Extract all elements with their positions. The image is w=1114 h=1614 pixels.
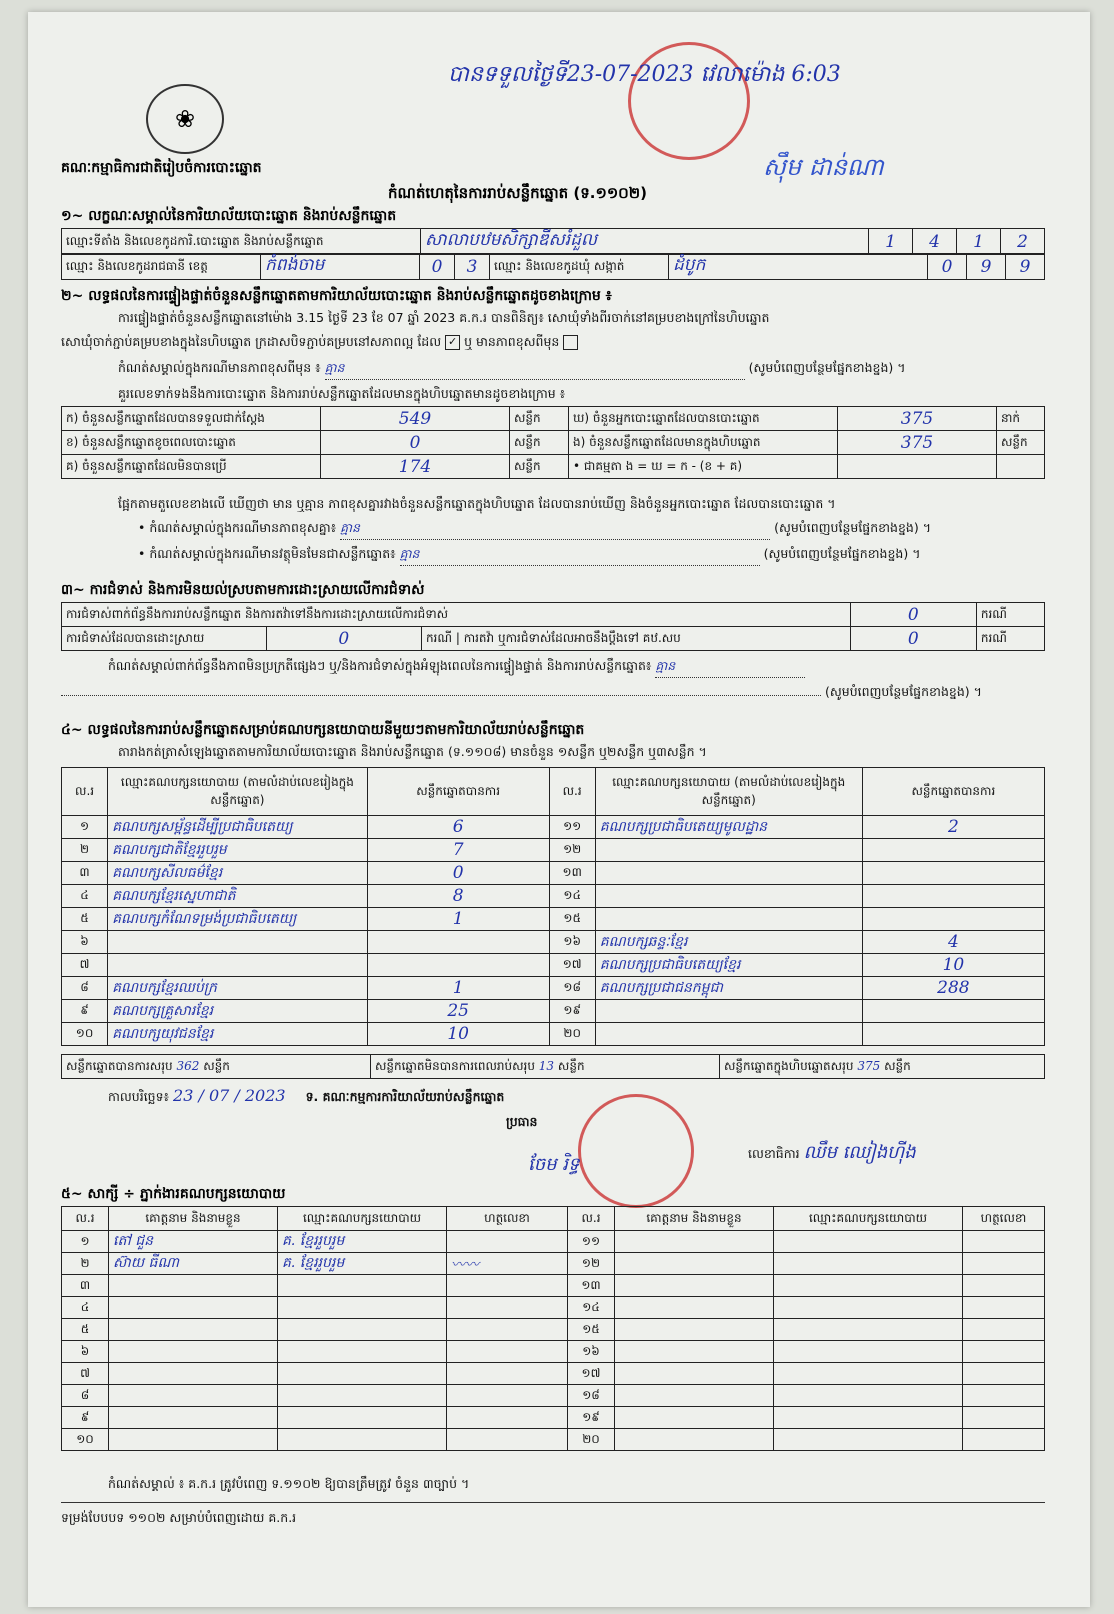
party-name xyxy=(595,1000,862,1023)
total-valid-label: សន្លឹកឆ្នោតបានការសរុប xyxy=(66,1058,173,1073)
party-votes: 4 xyxy=(862,931,1044,954)
witness-party: គ. ខ្មែររួបរួម xyxy=(278,1253,447,1275)
note3-value: គ្មាន xyxy=(400,546,760,566)
party-votes: 8 xyxy=(367,885,549,908)
witness-party xyxy=(774,1319,963,1341)
section2-line2 xyxy=(61,334,578,353)
ballot-value2 xyxy=(838,455,997,479)
date-label: កាលបរិច្ឆេទ៖ xyxy=(108,1089,170,1104)
witness-row xyxy=(62,1429,1045,1451)
row-no: ៨ xyxy=(62,977,108,1000)
section2-line1: ការផ្ទៀងផ្ទាត់ចំនួនសន្លឹកឆ្នោតនៅម៉ោង 3.15 ថ្ងៃទី 23 ខែ 07 ឆ្នាំ 2023 គ.ក.រ បានពិនិត្យ៖ សោឃុំទាំងពីរចាក់នៅគម្របខាងក្រៅនៃហិបឆ្នោត xyxy=(118,310,770,325)
row-no: ៦ xyxy=(62,1341,109,1363)
party-votes xyxy=(862,1023,1044,1046)
section3-note-value: គ្មាន xyxy=(655,658,805,678)
ballot-value: 549 xyxy=(321,407,510,431)
party-votes xyxy=(862,1000,1044,1023)
witness-name xyxy=(615,1407,774,1429)
row-no: ១៨ xyxy=(549,977,595,1000)
party-name: គណបក្សជាតិខ្មែររួបរួម xyxy=(108,839,368,862)
witness-row xyxy=(62,1385,1045,1407)
result-row xyxy=(62,954,1045,977)
result-row xyxy=(62,839,1045,862)
result-row xyxy=(62,931,1045,954)
commune-label: ឈ្មោះ និងលេខកូដឃុំ សង្កាត់ xyxy=(490,254,669,280)
objection-row2b-label: ករណី | ការតវ៉ា ឬការជំទាស់ដែលអាចនឹងប្តឹងទៅ គឋ.សប xyxy=(421,627,850,651)
unit-label: សន្លឹក xyxy=(203,1058,230,1073)
received-note: បានទទួលថ្ងៃទី23-07-2023 វេលាម៉ោង 6:03 xyxy=(448,62,841,87)
row-no: ១៧ xyxy=(568,1363,615,1385)
witness-signature xyxy=(963,1275,1045,1297)
col-sign: ហត្ថលេខា xyxy=(963,1207,1045,1231)
ballot-unit: សន្លឹក xyxy=(510,455,569,479)
objection-row1-label: ការជំទាស់ពាក់ព័ន្ធនឹងការរាប់សន្លឹកឆ្នោត និងការតវ៉ាទៅនឹងការដោះស្រាយលើការជំទាស់ xyxy=(62,603,851,627)
witness-name xyxy=(109,1385,278,1407)
witness-name xyxy=(109,1429,278,1451)
objection-table xyxy=(61,602,1045,651)
section2-after-check: ផ្អែកតាមតួលេខខាងលើ ឃើញថា មាន ឬគ្មាន ភាពខុសគ្នារវាងចំនួនសន្លឹកឆ្នោតក្នុងហិបឆ្នោត ដែលបានរាប់ឃើញ និងចំនួនអ្នកបោះឆ្នោត ដែលបានបោះឆ្នោត ។ xyxy=(118,496,836,511)
results-table xyxy=(61,767,1045,1046)
row-no: ១១ xyxy=(568,1231,615,1253)
witness-signature xyxy=(963,1385,1045,1407)
party-name xyxy=(595,908,862,931)
witness-signature xyxy=(447,1231,568,1253)
province-table xyxy=(61,253,1045,280)
row-no: ២០ xyxy=(568,1429,615,1451)
party-name xyxy=(108,931,368,954)
party-votes: 1 xyxy=(367,977,549,1000)
witness-party xyxy=(278,1275,447,1297)
row-no: ៧ xyxy=(62,1363,109,1385)
ballot-unit: សន្លឹក xyxy=(510,431,569,455)
section5-heading: ៥~ សាក្សី ÷ ភ្នាក់ងារគណបក្សនយោបាយ xyxy=(61,1186,286,1202)
witness-signature xyxy=(963,1253,1045,1275)
party-name: គណបក្សប្រជាធិបតេយ្យខ្មែរ xyxy=(595,954,862,977)
row-no: ៤ xyxy=(62,1297,109,1319)
party-name: គណបក្សខ្មែរឈប់ក្រ xyxy=(108,977,368,1000)
party-votes xyxy=(862,862,1044,885)
result-row xyxy=(62,816,1045,839)
row-no: ១៧ xyxy=(549,954,595,977)
row-no: ១១ xyxy=(549,816,595,839)
station-name: សាលាបឋមសិក្សាឌីសរំដួល xyxy=(421,229,869,255)
witness-party xyxy=(278,1385,447,1407)
unit-label: ករណី xyxy=(425,630,453,645)
witness-signature xyxy=(447,1363,568,1385)
ballot-label: ខ) ចំនួនសន្លឹកឆ្នោតខូចពេលបោះឆ្នោត xyxy=(62,431,321,455)
witness-signature xyxy=(447,1385,568,1407)
row-no: ១៥ xyxy=(568,1319,615,1341)
secretary xyxy=(748,1140,916,1167)
row-no: ១២ xyxy=(568,1253,615,1275)
unit-label: សន្លឹក xyxy=(884,1058,911,1073)
ballot-label2: • ជាគម្មតា ង = ឃ = ក - (ខ + គ) xyxy=(569,455,838,479)
province-label: ឈ្មោះ និងលេខកូដរាជធានី ខេត្ត xyxy=(62,254,261,280)
party-votes: 10 xyxy=(367,1023,549,1046)
date-value: 23 / 07 / 2023 xyxy=(173,1086,286,1105)
row-no: ១៦ xyxy=(568,1341,615,1363)
witness-signature xyxy=(447,1275,568,1297)
party-name: គណបក្សប្រជាជនកម្ពុជា xyxy=(595,977,862,1000)
witness-signature xyxy=(963,1363,1045,1385)
section2-intro: គួរលេខទាក់ទងនឹងការបោះឆ្នោត និងការរាប់សន្លឹកឆ្នោតដែលមានក្នុងហិបឆ្នោតមានដូចខាងក្រោម ៖ xyxy=(118,386,566,401)
note2-value: គ្មាន xyxy=(340,520,770,540)
party-name: គណបក្សឆន្ទៈខ្មែរ xyxy=(595,931,862,954)
result-row xyxy=(62,862,1045,885)
secretary-name: ឈឹម ឈៀងហ៊ីង xyxy=(803,1142,916,1163)
witness-name xyxy=(109,1341,278,1363)
total-valid-value: 362 xyxy=(176,1058,200,1073)
station-code-digit: 4 xyxy=(913,229,957,255)
totals-table xyxy=(61,1054,1045,1079)
witness-name xyxy=(615,1341,774,1363)
party-name xyxy=(595,862,862,885)
witness-signature xyxy=(963,1319,1045,1341)
row-no: ១ xyxy=(62,1231,109,1253)
committee-seal-stamp xyxy=(578,1094,694,1208)
unit-label: ករណី xyxy=(976,627,1044,651)
party-name: គណបក្សយុវជនខ្មែរ xyxy=(108,1023,368,1046)
row-no: ១៣ xyxy=(568,1275,615,1297)
note3-label: • កំណត់សម្គាល់ក្នុងករណីមានវត្ថុមិនមែនជាសន្លឹកឆ្នោត៖ xyxy=(138,546,396,561)
objection-row2-value: 0 xyxy=(266,627,421,651)
ballot-unit: សន្លឹក xyxy=(510,407,569,431)
witness-party xyxy=(278,1341,447,1363)
row-no: ៦ xyxy=(62,931,108,954)
seal-ok-checkbox[interactable]: ✓ xyxy=(445,335,460,350)
commune-code-digit: 0 xyxy=(928,254,967,280)
party-name xyxy=(108,954,368,977)
party-votes: 7 xyxy=(367,839,549,862)
station-code-digit: 2 xyxy=(1001,229,1045,255)
row-no: ១២ xyxy=(549,839,595,862)
section2-line2-text: សោឃុំចាក់ភ្ជាប់គម្របខាងក្នុងនៃហិបឆ្នោត ក្រដាសបិទភ្ជាប់គម្របនៅសភាពល្អ ដែល xyxy=(61,334,442,349)
objection-row2b-text: ការតវ៉ា ឬការជំទាស់ដែលអាចនឹងប្តឹងទៅ គឋ.សប xyxy=(463,630,681,645)
org-name: គណៈកម្មាធិការជាតិរៀបចំការបោះឆ្នោត xyxy=(61,160,262,176)
chair-name: ចែម រិទ្ធ xyxy=(528,1154,580,1175)
party-votes: 6 xyxy=(367,816,549,839)
col-sign: ហត្ថលេខា xyxy=(447,1207,568,1231)
witness-name xyxy=(615,1319,774,1341)
form-title: កំណត់ហេតុនៃការរាប់សន្លឹកឆ្នោត (ទ.១១០២) xyxy=(388,184,648,202)
secretary-label: លេខាធិការ xyxy=(748,1146,800,1161)
row-no: ៩ xyxy=(62,1407,109,1429)
row-no: ១៥ xyxy=(549,908,595,931)
party-votes xyxy=(367,954,549,977)
ballot-value2: 375 xyxy=(838,431,997,455)
station-code-digit: 1 xyxy=(957,229,1001,255)
witness-party xyxy=(278,1363,447,1385)
witness-party xyxy=(774,1341,963,1363)
row-no: ១០ xyxy=(62,1023,108,1046)
witness-party xyxy=(774,1297,963,1319)
note-value: គ្មាន xyxy=(325,360,745,380)
col-no: ល.រ xyxy=(568,1207,615,1231)
witness-signature xyxy=(963,1231,1045,1253)
witness-row xyxy=(62,1231,1045,1253)
witness-signature xyxy=(963,1297,1045,1319)
dotted-line xyxy=(61,695,821,696)
footer-rule xyxy=(61,1502,1045,1503)
party-votes: 25 xyxy=(367,1000,549,1023)
ballot-label: ក) ចំនួនសន្លឹកឆ្នោតដែលបានទទួលជាក់ស្តែង xyxy=(62,407,321,431)
section3-note-label: កំណត់សម្គាល់ពាក់ព័ន្ធនឹងភាពមិនប្រក្រតីផ្សេងៗ ឬ/និងការជំទាស់ក្នុងអំឡុងពេលនៃការផ្ទៀងផ្ទាត់ និងការរាប់សន្លឹកឆ្នោត៖ xyxy=(108,658,652,673)
witness-name xyxy=(109,1319,278,1341)
witness-signature xyxy=(447,1253,568,1275)
row-no: ៩ xyxy=(62,1000,108,1023)
station-label: ឈ្មោះទីតាំង និងលេខកូដការិ.បោះឆ្នោត និងរាប់សន្លឹកឆ្នោត xyxy=(62,229,421,255)
witness-party: គ. ខ្មែររួបរួម xyxy=(278,1231,447,1253)
party-name: គណបក្សកំណែទម្រង់ប្រជាធិបតេយ្យ xyxy=(108,908,368,931)
fill-hint: (សូមបំពេញបន្ថែមផ្នែកខាងខ្នង) ។ xyxy=(763,546,921,561)
unit-label: សន្លឹក xyxy=(557,1058,585,1073)
witness-party xyxy=(774,1253,963,1275)
witness-party xyxy=(278,1429,447,1451)
party-name xyxy=(595,1023,862,1046)
party-votes xyxy=(862,908,1044,931)
witness-signature xyxy=(963,1341,1045,1363)
row-no: ៣ xyxy=(62,862,108,885)
witness-party xyxy=(278,1319,447,1341)
witness-name xyxy=(109,1363,278,1385)
witness-row xyxy=(62,1341,1045,1363)
party-name: គណបក្សខ្មែរស្នេហាជាតិ xyxy=(108,885,368,908)
fill-hint: (សូមបំពេញបន្ថែមផ្នែកខាងខ្នង) ។ xyxy=(748,360,906,375)
witness-name: តៅ ជួន xyxy=(109,1231,278,1253)
province-code-digit: 0 xyxy=(420,254,455,280)
ballot-unit2: សន្លឹក xyxy=(997,431,1045,455)
col-party: ឈ្មោះគណបក្សនយោបាយ xyxy=(278,1207,447,1231)
date-line xyxy=(108,1086,504,1108)
witness-signature xyxy=(447,1341,568,1363)
station-code-digit: 1 xyxy=(869,229,913,255)
province-code-digit: 3 xyxy=(455,254,490,280)
total-box-value: 375 xyxy=(857,1058,881,1073)
witness-name xyxy=(109,1275,278,1297)
footer-text: ទម្រង់បែបបទ ១១០២ សម្រាប់បំពេញដោយ គ.ក.រ xyxy=(61,1510,297,1525)
total-valid xyxy=(62,1055,371,1079)
fill-hint: (សូមបំពេញបន្ថែមផ្នែកខាងខ្នង) ។ xyxy=(774,520,931,535)
party-votes: 0 xyxy=(367,862,549,885)
witness-party xyxy=(774,1231,963,1253)
col-no: ល.រ xyxy=(549,768,595,816)
total-box xyxy=(720,1055,1045,1079)
witness-table xyxy=(61,1206,1045,1451)
witness-name: ស៊ាយ ធីណា xyxy=(109,1253,278,1275)
row-no: ១ xyxy=(62,816,108,839)
witness-party xyxy=(774,1363,963,1385)
total-box-label: សន្លឹកឆ្នោតក្នុងហិបឆ្នោតសរុប xyxy=(724,1058,854,1073)
row-no: ២ xyxy=(62,839,108,862)
witness-name xyxy=(615,1231,774,1253)
party-name: គណបក្សគ្រួសារខ្មែរ xyxy=(108,1000,368,1023)
party-votes: 10 xyxy=(862,954,1044,977)
section5-note: កំណត់សម្គាល់ ៖ គ.ក.រ ត្រូវបំពេញ ទ.១១០២ ឱ្យបានត្រឹមត្រូវ ចំនួន ៣ច្បាប់ ។ xyxy=(108,1476,470,1491)
commune-code-digit: 9 xyxy=(967,254,1006,280)
ballot-count-table xyxy=(61,406,1045,479)
ballot-value: 0 xyxy=(321,431,510,455)
result-row xyxy=(62,977,1045,1000)
row-no: ១៦ xyxy=(549,931,595,954)
col-votes: សន្លឹកឆ្នោតបានការ xyxy=(862,768,1044,816)
total-invalid-value: 13 xyxy=(538,1058,555,1073)
signer-name: ស៊ឹម ដាន់ណា xyxy=(763,153,884,181)
witness-signature xyxy=(447,1407,568,1429)
section3-fill-line xyxy=(61,684,1045,703)
witness-signature xyxy=(447,1297,568,1319)
col-no: ល.រ xyxy=(62,1207,109,1231)
witness-name xyxy=(109,1407,278,1429)
row-no: ៨ xyxy=(62,1385,109,1407)
ballot-label2: ង) ចំនួនសន្លឹកឆ្នោតដែលមានក្នុងហិបឆ្នោត xyxy=(569,431,838,455)
party-votes: 1 xyxy=(367,908,549,931)
section2-note3 xyxy=(138,546,920,566)
witness-signature xyxy=(963,1407,1045,1429)
witness-party xyxy=(774,1429,963,1451)
row-no: ៧ xyxy=(62,954,108,977)
witness-signature xyxy=(447,1429,568,1451)
section3-heading: ៣~ ការជំទាស់ និងការមិនយល់ស្របតាមការដោះស្រាយលើការជំទាស់ xyxy=(61,582,425,598)
witness-name xyxy=(109,1297,278,1319)
witness-party xyxy=(278,1297,447,1319)
witness-party xyxy=(774,1407,963,1429)
row-no: ១៣ xyxy=(549,862,595,885)
witness-signature xyxy=(963,1429,1045,1451)
section2-note2 xyxy=(138,520,931,540)
col-party: ឈ្មោះគណបក្សនយោបាយ (តាមលំដាប់លេខរៀងក្នុងសន្លឹកឆ្នោត) xyxy=(108,768,368,816)
committee-label: ទ. គណៈកម្មការការិយាល័យរាប់សន្លឹកឆ្នោត xyxy=(305,1089,505,1104)
row-no: ១៩ xyxy=(549,1000,595,1023)
national-emblem-icon: ❀ xyxy=(146,84,224,154)
witness-party xyxy=(774,1275,963,1297)
party-votes: 288 xyxy=(862,977,1044,1000)
witness-name xyxy=(615,1275,774,1297)
ballot-value2: 375 xyxy=(838,407,997,431)
row-no: ១៨ xyxy=(568,1385,615,1407)
party-votes: 2 xyxy=(862,816,1044,839)
note-label: កំណត់សម្គាល់ក្នុងករណីមានភាពខុសពីមុន ៖ xyxy=(118,360,321,375)
row-no: ៤ xyxy=(62,885,108,908)
ballot-value: 174 xyxy=(321,455,510,479)
col-party: ឈ្មោះគណបក្សនយោបាយ xyxy=(774,1207,963,1231)
witness-signature xyxy=(447,1319,568,1341)
row-no: ៣ xyxy=(62,1275,109,1297)
station-table xyxy=(61,228,1045,255)
col-no: ល.រ xyxy=(62,768,108,816)
form-page xyxy=(28,12,1090,1607)
section2-heading: ២~ លទ្ធផលនៃការផ្ទៀងផ្ទាត់ចំនួនសន្លឹកឆ្នោតតាមការិយាល័យបោះឆ្នោត និងរាប់សន្លឹកឆ្នោតដូចខាងក្រោម ៖ xyxy=(61,288,612,304)
total-invalid xyxy=(371,1055,720,1079)
objection-row1-value: 0 xyxy=(850,603,976,627)
ballot-unit2: នាក់ xyxy=(997,407,1045,431)
witness-name xyxy=(615,1363,774,1385)
col-votes: សន្លឹកឆ្នោតបានការ xyxy=(367,768,549,816)
unit-label: ករណី xyxy=(976,603,1044,627)
witness-row xyxy=(62,1319,1045,1341)
col-name: គោត្តនាម និងនាមខ្លួន xyxy=(109,1207,278,1231)
section1-heading: ១~ លក្ខណៈសម្គាល់នៃការិយាល័យបោះឆ្នោត និងរាប់សន្លឹកឆ្នោត xyxy=(61,208,397,224)
ballot-row xyxy=(62,407,1045,431)
fill-hint: (សូមបំពេញបន្ថែមផ្នែកខាងខ្នង) ។ xyxy=(824,684,982,699)
result-row xyxy=(62,885,1045,908)
commune-name: ដំបូក xyxy=(669,254,928,280)
ballot-unit2 xyxy=(997,455,1045,479)
commune-code-digit: 9 xyxy=(1006,254,1045,280)
total-invalid-label: សន្លឹកឆ្នោតមិនបានការពេលរាប់សរុប xyxy=(375,1058,535,1073)
objection-row2b-value: 0 xyxy=(850,627,976,651)
party-name: គណបក្សសីលធម៌ខ្មែរ xyxy=(108,862,368,885)
row-no: ១៤ xyxy=(549,885,595,908)
witness-party xyxy=(774,1385,963,1407)
witness-row xyxy=(62,1275,1045,1297)
witness-row xyxy=(62,1297,1045,1319)
witness-name xyxy=(615,1385,774,1407)
result-row xyxy=(62,908,1045,931)
row-no: ៥ xyxy=(62,908,108,931)
result-row xyxy=(62,1023,1045,1046)
witness-party xyxy=(278,1407,447,1429)
party-name xyxy=(595,885,862,908)
ballot-label2: ឃ) ចំនួនអ្នកបោះឆ្នោតដែលបានបោះឆ្នោត xyxy=(569,407,838,431)
seal-changed-checkbox[interactable] xyxy=(563,335,578,350)
province-name: កំពង់ចាម xyxy=(261,254,420,280)
party-votes xyxy=(862,839,1044,862)
ballot-label: គ) ចំនួនសន្លឹកឆ្នោតដែលមិនបានប្រើ xyxy=(62,455,321,479)
row-no: ២ xyxy=(62,1253,109,1275)
section3-note xyxy=(108,658,1048,678)
section4-heading: ៤~ លទ្ធផលនៃការរាប់សន្លឹកឆ្នោតសម្រាប់គណបក្សនយោបាយនីមួយៗតាមការិយាល័យរាប់សន្លឹកឆ្នោត xyxy=(61,722,585,738)
section2-note xyxy=(118,360,905,380)
ballot-row xyxy=(62,455,1045,479)
party-votes xyxy=(862,885,1044,908)
row-no: ១០ xyxy=(62,1429,109,1451)
row-no: ៥ xyxy=(62,1319,109,1341)
note2-label: • កំណត់សម្គាល់ក្នុងករណីមានភាពខុសគ្នា៖ xyxy=(138,520,337,535)
col-party: ឈ្មោះគណបក្សនយោបាយ (តាមលំដាប់លេខរៀងក្នុងសន្លឹកឆ្នោត) xyxy=(595,768,862,816)
seal-changed-option: ឬ មានភាពខុសពីមុន xyxy=(464,334,560,349)
row-no: ២០ xyxy=(549,1023,595,1046)
signature-scribble: 〰〰 xyxy=(451,1256,479,1273)
party-name: គណបក្សប្រជាធិបតេយ្យមូលដ្ឋាន xyxy=(595,816,862,839)
row-no: ១៤ xyxy=(568,1297,615,1319)
col-name: គោត្តនាម និងនាមខ្លួន xyxy=(615,1207,774,1231)
party-name: គណបក្សសម្ព័ន្ធដើម្បីប្រជាធិបតេយ្យ xyxy=(108,816,368,839)
objection-row2-label: ការជំទាស់ដែលបានដោះស្រាយ xyxy=(62,627,267,651)
section4-intro: តារាងកត់ត្រាសំឡេងឆ្នោតតាមការិយាល័យបោះឆ្នោត និងរាប់សន្លឹកឆ្នោត (ទ.១១០៨) មានចំនួន ១សន្លឹក ឬ២សន្លឹក ឬ៣សន្លឹក ។ xyxy=(118,744,707,759)
chair-label: ប្រធាន xyxy=(506,1114,538,1129)
witness-name xyxy=(615,1253,774,1275)
witness-row xyxy=(62,1253,1045,1275)
row-no: ១៩ xyxy=(568,1407,615,1429)
witness-name xyxy=(615,1297,774,1319)
witness-row xyxy=(62,1363,1045,1385)
witness-row xyxy=(62,1407,1045,1429)
result-row xyxy=(62,1000,1045,1023)
party-votes xyxy=(367,931,549,954)
party-name xyxy=(595,839,862,862)
witness-name xyxy=(615,1429,774,1451)
ballot-row xyxy=(62,431,1045,455)
